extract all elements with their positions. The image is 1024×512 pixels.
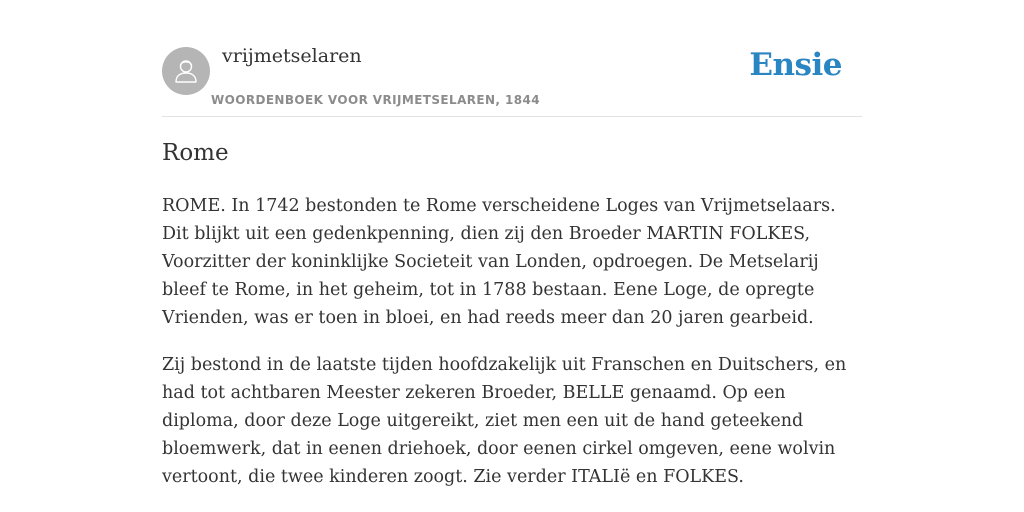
entry-paragraph: ROME. In 1742 bestonden te Rome verscheidene Loges van Vrijmetselaars. Dit blijkt uit een gedenkpenning, dien zij den Broeder MARTIN FOLKES, Voorzitter der koninklijke Societeit van Londen, opdroegen. De Metselarij bleef te Rome, in het geheim, tot in 1788 bestaan. Eene Loge, de opregte Vrienden, was er toen in bloei, en had reeds meer dan 20 jaren gearbeid. xyxy=(162,196,836,328)
avatar[interactable] xyxy=(162,47,210,95)
entry-title: Rome xyxy=(162,140,229,166)
entry-paragraph: Zij bestond in de laatste tijden hoofdzakelijk uit Franschen en Duitschers, en had tot achtbaren Meester zekeren Broeder, BELLE genaamd. Op een diploma, door deze Loge uitgereikt, ziet men een uit de hand geteekend bloemwerk, dat in eenen driehoek, door eenen cirkel omgeven, eene wolvin vertoont, die twee kinderen zoogt. Zie verder ITALIë en FOLKES. xyxy=(162,355,847,487)
source-label: WOORDENBOEK VOOR VRIJMETSELAREN, 1844 xyxy=(211,93,540,107)
ensie-logo[interactable]: Ensie xyxy=(749,47,842,83)
entry-header xyxy=(162,0,862,117)
entry-body xyxy=(162,192,862,510)
author-link[interactable]: vrijmetselaren xyxy=(222,45,362,67)
entry-card xyxy=(162,0,862,487)
user-icon xyxy=(162,47,210,95)
